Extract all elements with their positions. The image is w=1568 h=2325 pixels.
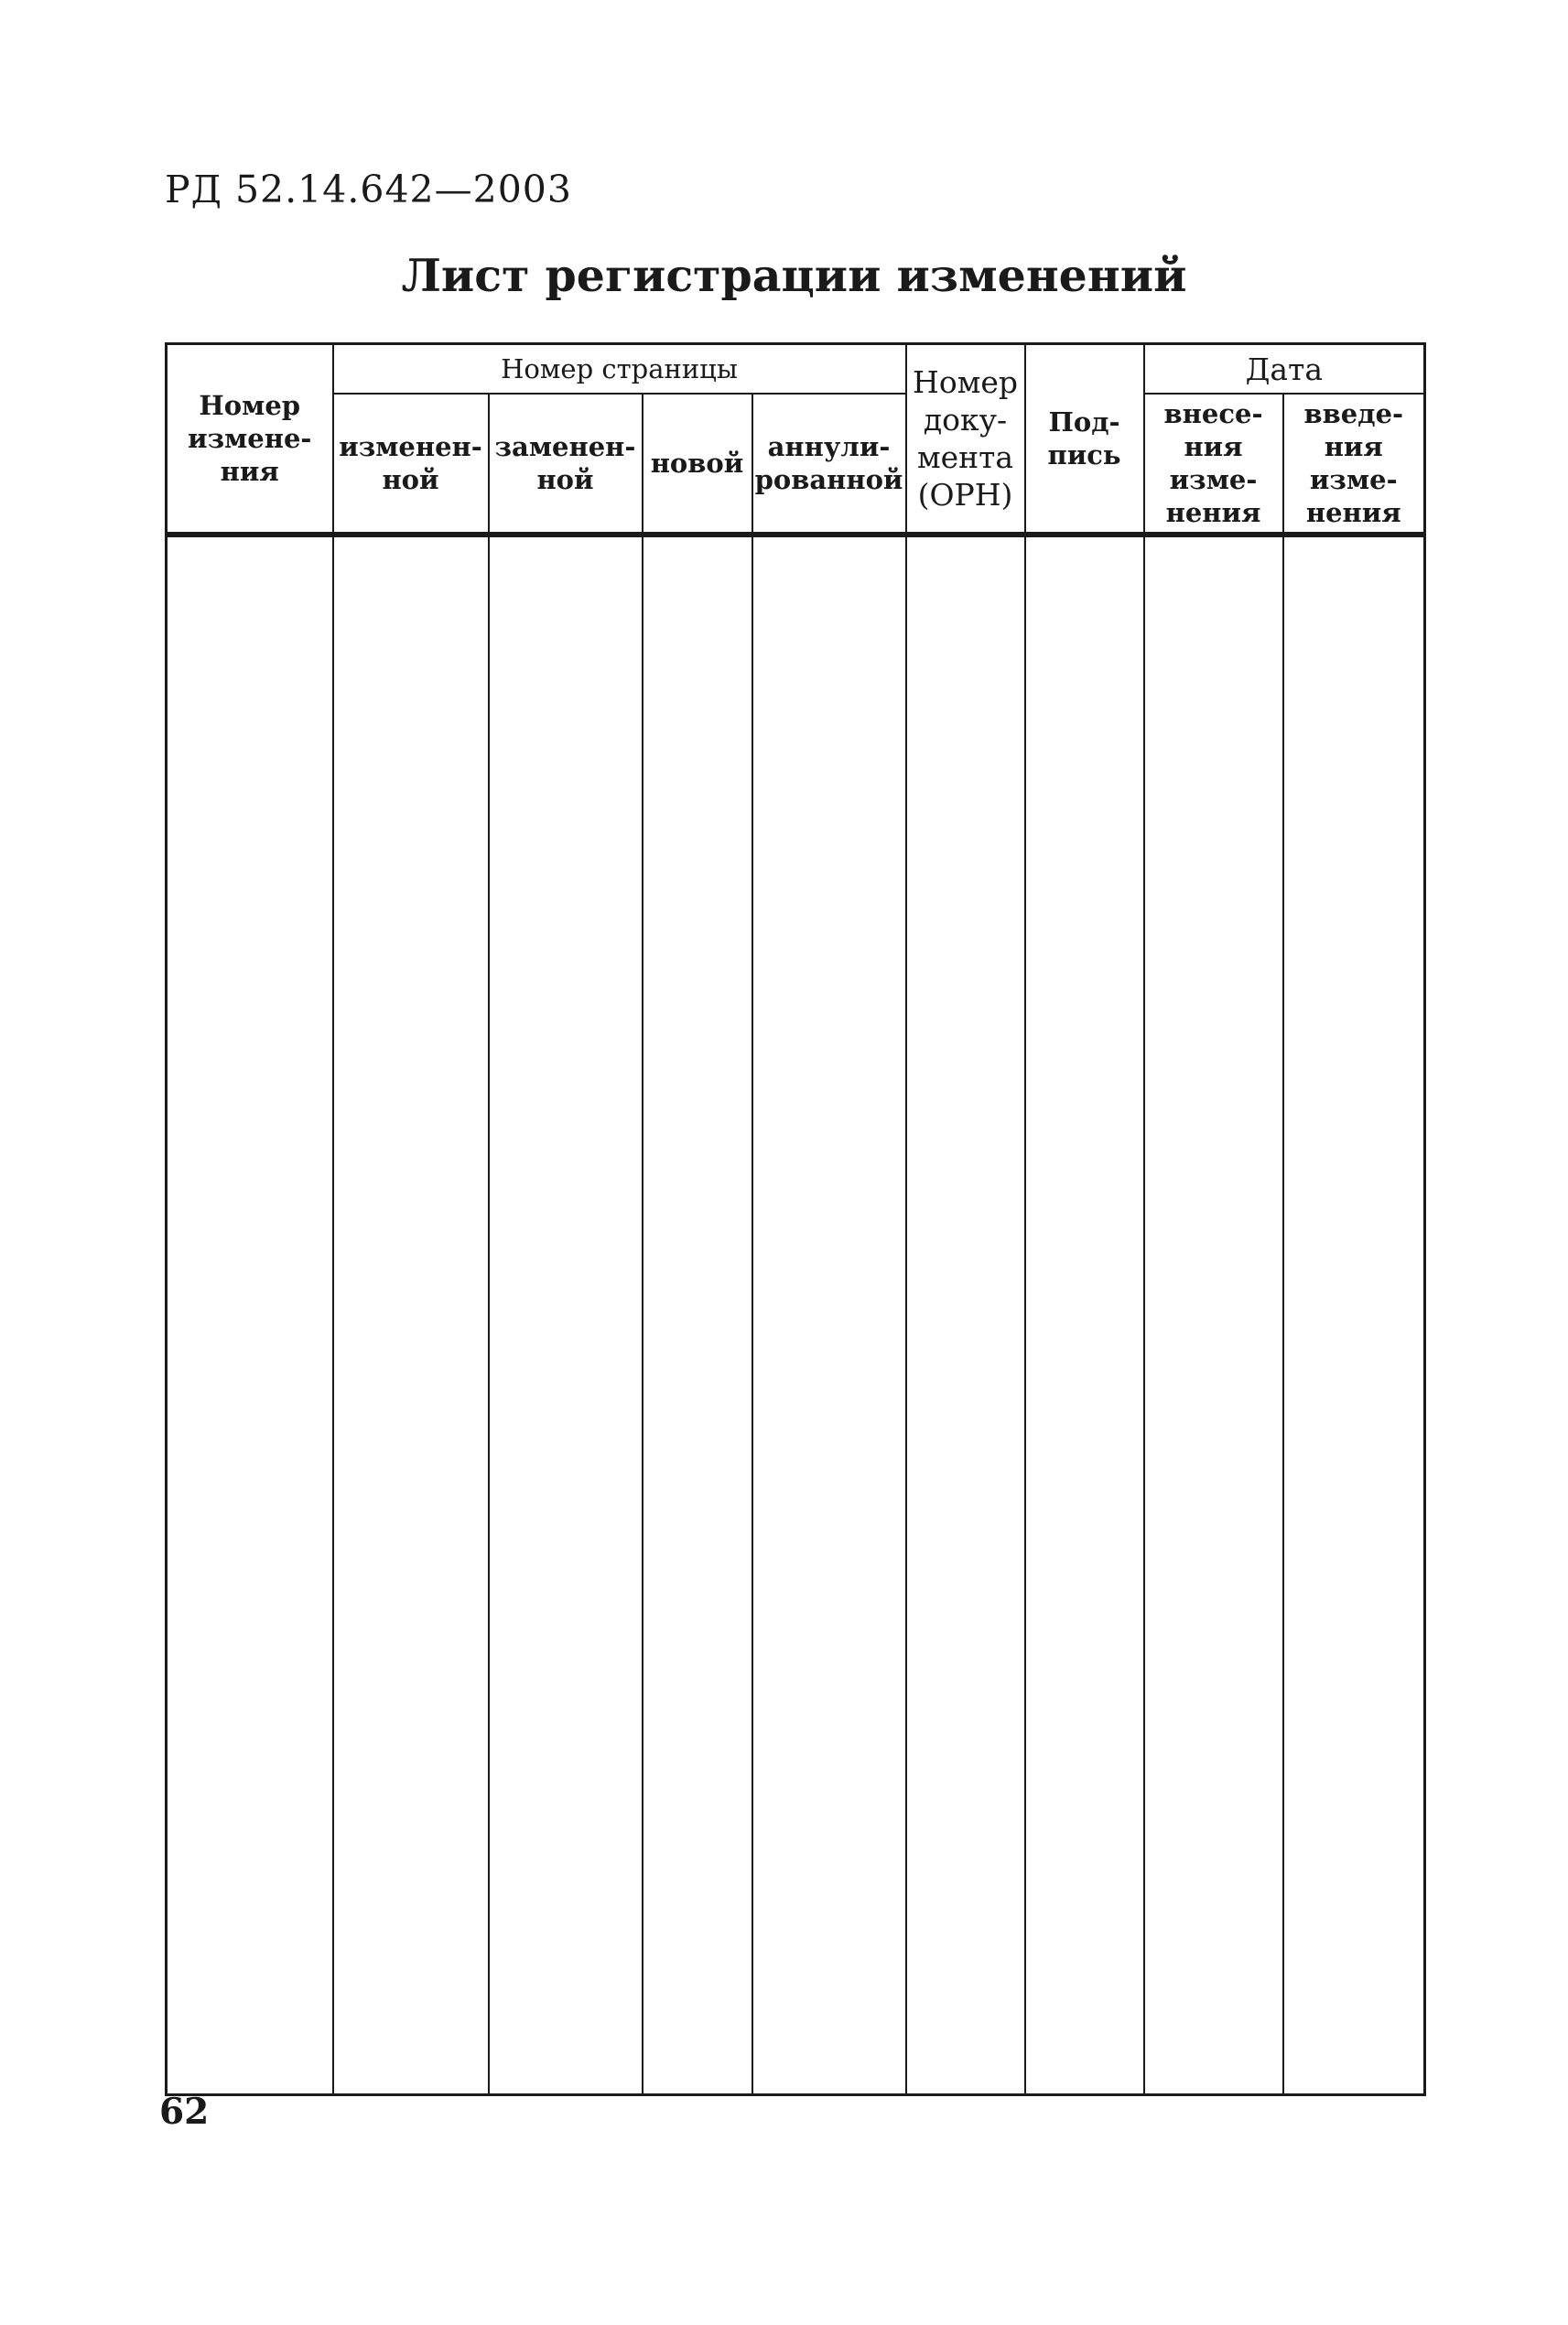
page-number: 62	[159, 2091, 210, 2133]
header-page-changed: изменен- ной	[333, 394, 489, 535]
cell-page-new	[643, 535, 752, 2095]
header-date-group: Дата	[1144, 344, 1425, 395]
header-signature: Под- пись	[1025, 344, 1144, 535]
header-page-annulled: аннули- рованной	[752, 394, 906, 535]
header-date-entry: внесе- ния изме- нения	[1144, 394, 1283, 535]
header-page-replaced: заменен- ной	[489, 394, 643, 535]
cell-document-number	[906, 535, 1025, 2095]
change-registration-table	[165, 342, 1426, 2096]
cell-page-annulled	[752, 535, 906, 2095]
cell-date-effect	[1283, 535, 1425, 2095]
header-page-new: новой	[643, 394, 752, 535]
cell-change-number	[167, 535, 333, 2095]
cell-page-replaced	[489, 535, 643, 2095]
table-row	[167, 535, 1425, 2095]
sheet-title: Лист регистрации изменений	[401, 249, 1187, 302]
header-document-number: Номер доку- мента (ОРН)	[906, 344, 1025, 535]
cell-date-entry	[1144, 535, 1283, 2095]
cell-signature	[1025, 535, 1144, 2095]
header-page-number-group: Номер страницы	[333, 344, 906, 395]
cell-page-changed	[333, 535, 489, 2095]
header-change-number: Номер измене- ния	[167, 344, 333, 535]
header-date-effect: введе- ния изме- нения	[1283, 394, 1425, 535]
document-code: РД 52.14.642—2003	[165, 168, 572, 211]
